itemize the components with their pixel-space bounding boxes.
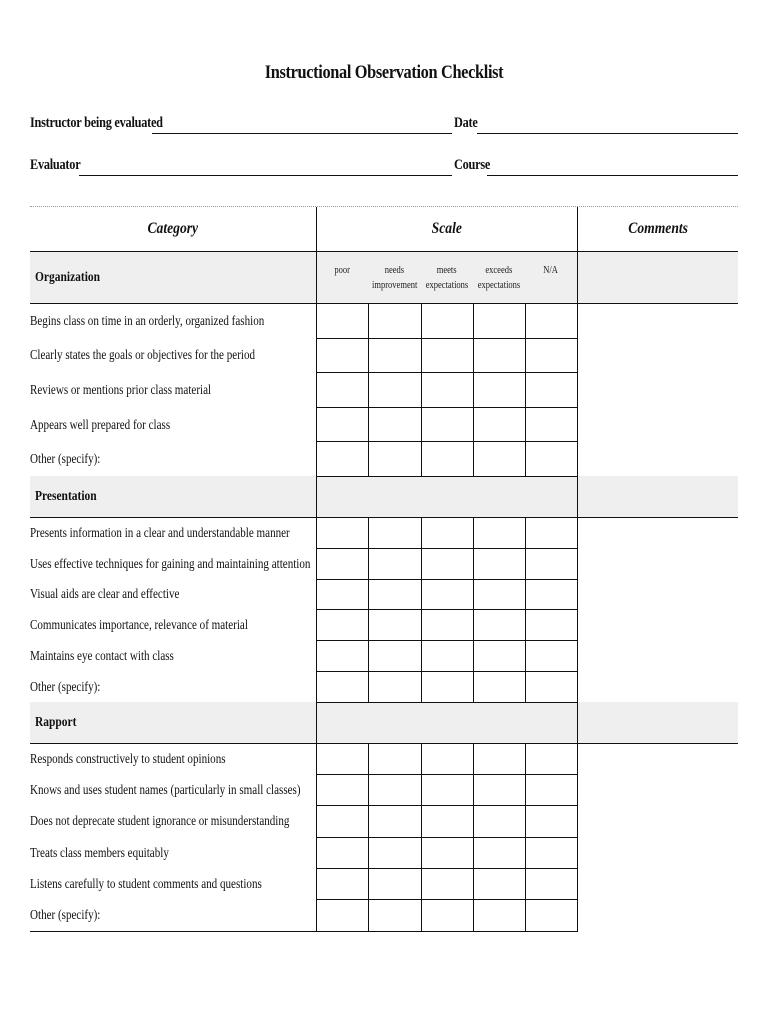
evaluator-field[interactable] [79, 175, 452, 176]
criterion-label: Knows and uses student names (particularly in small classes) [30, 782, 301, 798]
rating-cell[interactable] [368, 671, 421, 702]
section-row [30, 476, 738, 517]
scale-option-header: needs improvement [368, 252, 421, 304]
rating-cell[interactable] [368, 442, 421, 477]
section-fill [368, 476, 421, 517]
rating-cell[interactable] [525, 548, 577, 579]
criterion-label: Reviews or mentions prior class material [30, 381, 212, 397]
section-fill [421, 702, 473, 743]
rating-cell[interactable] [525, 610, 577, 641]
rating-cell[interactable] [421, 407, 473, 442]
rating-cell[interactable] [316, 900, 368, 931]
section-label: Rapport [30, 702, 316, 743]
rating-cell[interactable] [368, 641, 421, 672]
rating-cell[interactable] [421, 837, 473, 868]
rating-cell[interactable] [368, 743, 421, 774]
rating-cell[interactable] [473, 868, 525, 899]
comments-cell[interactable] [577, 743, 738, 931]
scale-option-header: meets expectations [421, 252, 473, 304]
rating-cell[interactable] [316, 641, 368, 672]
rating-cell[interactable] [316, 548, 368, 579]
comments-cell[interactable] [577, 304, 738, 477]
rating-cell[interactable] [316, 671, 368, 702]
rating-cell[interactable] [368, 868, 421, 899]
rating-cell[interactable] [421, 641, 473, 672]
criterion-label: Uses effective techniques for gaining and maintaining attention [30, 555, 311, 571]
rating-cell[interactable] [473, 641, 525, 672]
criterion-label: Begins class on time in an orderly, organized fashion [30, 313, 265, 329]
rating-cell[interactable] [473, 407, 525, 442]
evaluator-course-row [30, 152, 738, 176]
rating-cell[interactable] [421, 442, 473, 477]
section-fill [473, 476, 525, 517]
section-comments-fill [577, 252, 738, 304]
rating-cell[interactable] [316, 373, 368, 408]
section-fill [368, 702, 421, 743]
section-row [30, 252, 738, 304]
section-fill [525, 702, 577, 743]
comments-header: Comments [577, 207, 738, 252]
rating-cell[interactable] [368, 900, 421, 931]
rating-cell[interactable] [473, 304, 525, 339]
scale-option-header: exceeds expectations [473, 252, 525, 304]
section-fill [316, 702, 368, 743]
rating-cell[interactable] [525, 641, 577, 672]
rating-cell[interactable] [368, 338, 421, 373]
scale-option-header: poor [316, 252, 368, 304]
criterion-label: Visual aids are clear and effective [30, 586, 180, 602]
rating-cell[interactable] [525, 407, 577, 442]
section-fill [421, 476, 473, 517]
rating-cell[interactable] [525, 304, 577, 339]
rating-cell[interactable] [316, 806, 368, 837]
section-row [30, 702, 738, 743]
instructor-field[interactable] [152, 133, 452, 134]
rating-cell[interactable] [316, 407, 368, 442]
rating-cell[interactable] [421, 610, 473, 641]
rating-cell[interactable] [525, 338, 577, 373]
scale-option-header: N/A [525, 252, 577, 304]
rating-cell[interactable] [473, 671, 525, 702]
rating-cell[interactable] [316, 304, 368, 339]
rating-cell[interactable] [473, 610, 525, 641]
rating-cell[interactable] [421, 775, 473, 806]
rating-cell[interactable] [525, 837, 577, 868]
rating-cell[interactable] [368, 407, 421, 442]
course-label: Course [454, 157, 491, 173]
rating-cell[interactable] [525, 868, 577, 899]
rating-cell[interactable] [316, 338, 368, 373]
rating-cell[interactable] [473, 900, 525, 931]
criterion-label: Responds constructively to student opinions [30, 751, 226, 767]
rating-cell[interactable] [473, 837, 525, 868]
rating-cell[interactable] [368, 517, 421, 548]
section-fill [525, 476, 577, 517]
rating-cell[interactable] [473, 442, 525, 477]
rating-cell[interactable] [473, 338, 525, 373]
rating-cell[interactable] [421, 671, 473, 702]
criterion-label: Maintains eye contact with class [30, 648, 174, 664]
rating-cell[interactable] [316, 868, 368, 899]
section-label: Presentation [30, 476, 316, 517]
rating-cell[interactable] [525, 579, 577, 610]
rating-cell[interactable] [316, 610, 368, 641]
date-field[interactable] [477, 133, 738, 134]
rating-cell[interactable] [316, 743, 368, 774]
rating-cell[interactable] [316, 517, 368, 548]
rating-cell[interactable] [368, 837, 421, 868]
rating-cell[interactable] [473, 743, 525, 774]
criterion-label: Appears well prepared for class [30, 416, 171, 432]
criterion-label: Other (specify): [30, 900, 316, 931]
criterion-label: Treats class members equitably [30, 844, 169, 860]
rating-cell[interactable] [525, 743, 577, 774]
rating-cell[interactable] [421, 743, 473, 774]
rating-cell[interactable] [525, 517, 577, 548]
instructor-label: Instructor being evaluated [30, 115, 163, 131]
section-fill [473, 702, 525, 743]
rating-cell[interactable] [525, 373, 577, 408]
scale-header: Scale [316, 207, 577, 252]
section-label: Organization [30, 252, 316, 304]
criterion-label: Other (specify): [30, 451, 101, 467]
rating-cell[interactable] [421, 548, 473, 579]
rating-cell[interactable] [473, 579, 525, 610]
rating-cell[interactable] [316, 579, 368, 610]
table-row [30, 517, 738, 548]
criterion-label: Presents information in a clear and understandable manner [30, 525, 290, 541]
section-fill [316, 476, 368, 517]
category-header: Category [30, 207, 316, 252]
course-field[interactable] [487, 175, 738, 176]
rating-cell[interactable] [421, 338, 473, 373]
criterion-label: Does not deprecate student ignorance or misunderstanding [30, 813, 290, 829]
rating-cell[interactable] [421, 900, 473, 931]
section-comments-fill [577, 476, 738, 517]
rating-cell[interactable] [473, 548, 525, 579]
date-label: Date [454, 115, 478, 131]
rating-cell[interactable] [316, 837, 368, 868]
criterion-label: Listens carefully to student comments and questions [30, 876, 262, 892]
table-row [30, 304, 738, 339]
rating-cell[interactable] [421, 868, 473, 899]
section-comments-fill [577, 702, 738, 743]
rating-cell[interactable] [316, 775, 368, 806]
criterion-label: Communicates importance, relevance of material [30, 617, 248, 633]
rating-cell[interactable] [473, 517, 525, 548]
rating-cell[interactable] [421, 579, 473, 610]
rating-cell[interactable] [525, 671, 577, 702]
rating-cell[interactable] [473, 373, 525, 408]
criterion-label: Other (specify): [30, 678, 101, 694]
table-row [30, 743, 738, 774]
rating-cell[interactable] [368, 579, 421, 610]
rating-cell[interactable] [368, 304, 421, 339]
instructor-date-row [30, 110, 738, 134]
rating-cell[interactable] [368, 610, 421, 641]
rating-cell[interactable] [473, 806, 525, 837]
rating-cell[interactable] [525, 806, 577, 837]
rating-cell[interactable] [473, 775, 525, 806]
table-header-row [30, 207, 738, 252]
page-title: Instructional Observation Checklist [264, 62, 504, 83]
rating-cell[interactable] [421, 517, 473, 548]
rating-cell[interactable] [421, 806, 473, 837]
comments-cell[interactable] [577, 517, 738, 702]
evaluator-label: Evaluator [30, 157, 81, 173]
criterion-label: Clearly states the goals or objectives for the period [30, 347, 256, 363]
rating-cell[interactable] [316, 442, 368, 477]
rating-cell[interactable] [525, 900, 577, 931]
rating-cell[interactable] [525, 775, 577, 806]
rating-cell[interactable] [368, 373, 421, 408]
rating-cell[interactable] [525, 442, 577, 477]
observation-table [30, 207, 738, 932]
rating-cell[interactable] [368, 775, 421, 806]
rating-cell[interactable] [421, 304, 473, 339]
rating-cell[interactable] [421, 373, 473, 408]
rating-cell[interactable] [368, 806, 421, 837]
rating-cell[interactable] [368, 548, 421, 579]
